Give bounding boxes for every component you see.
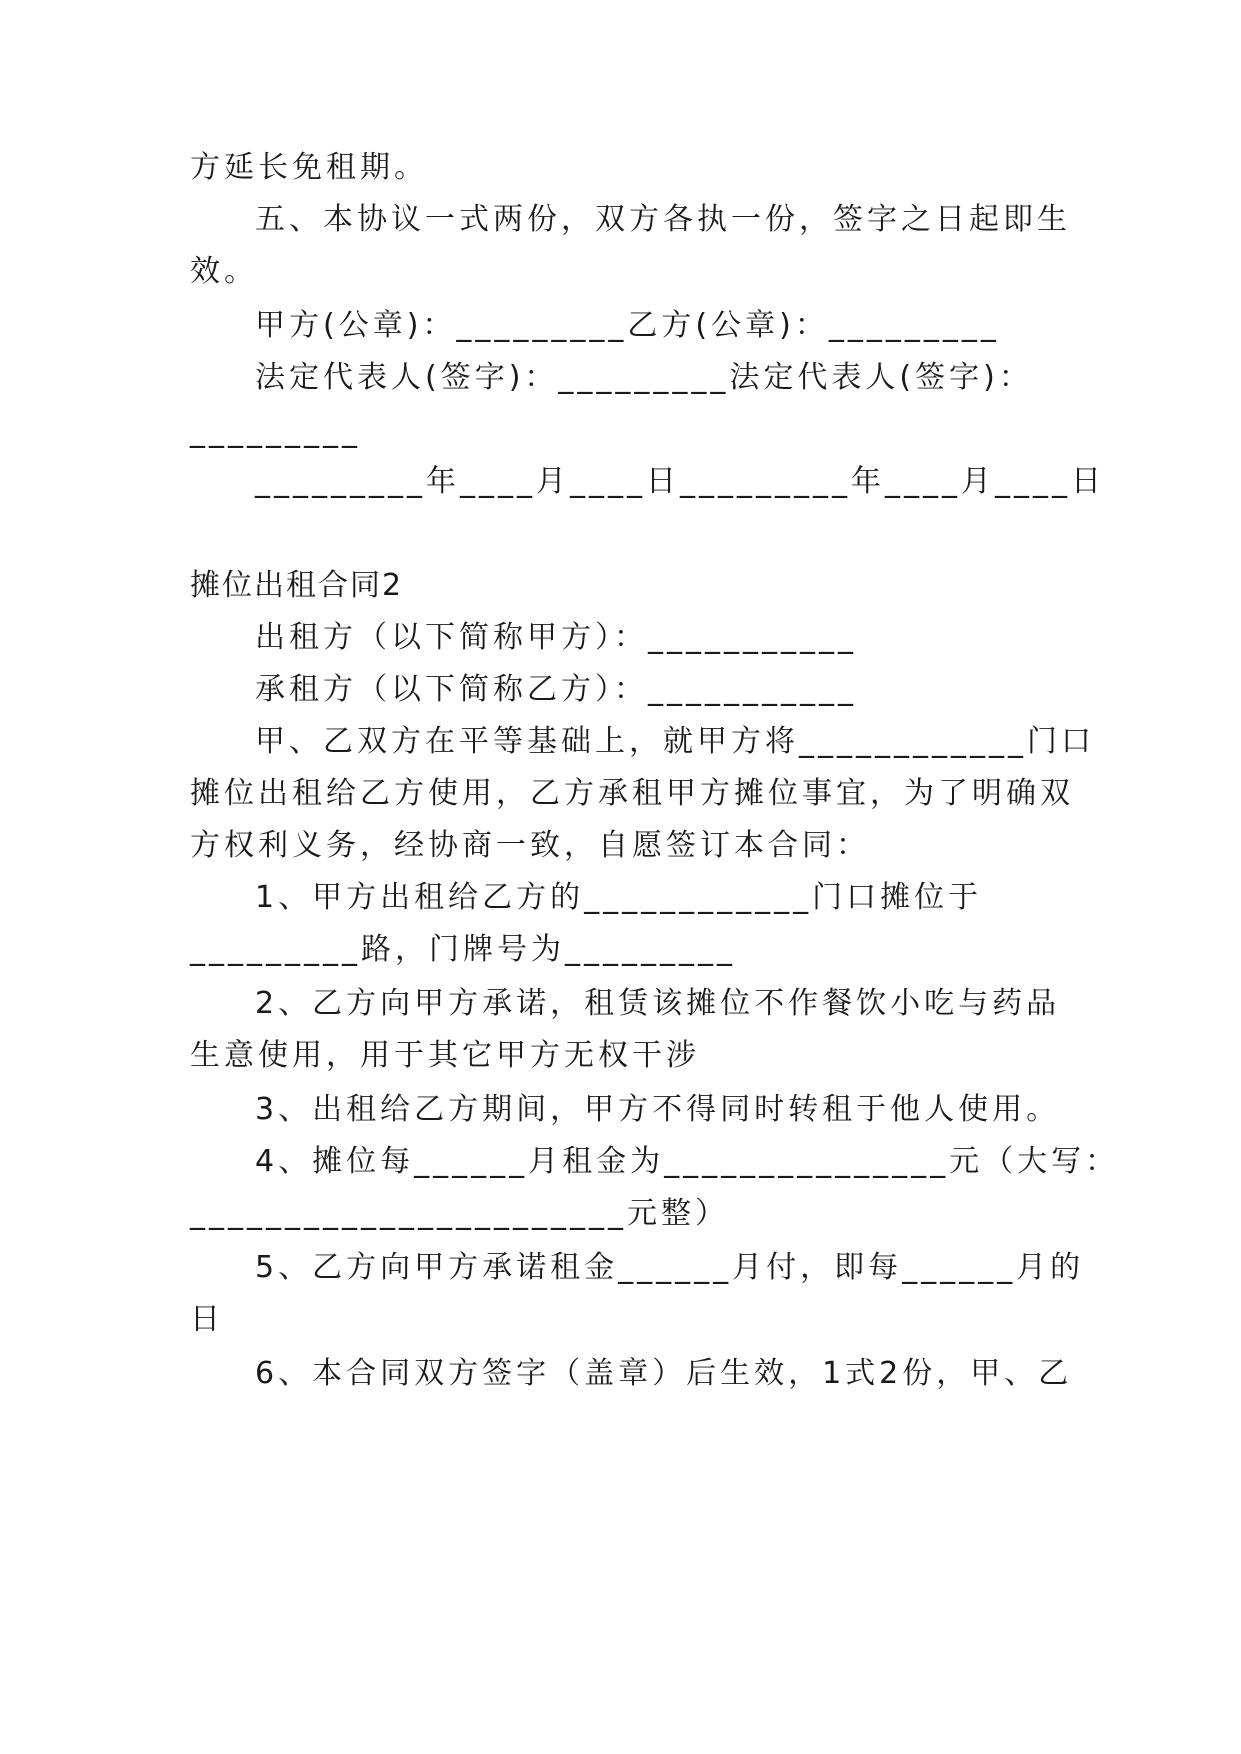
text-line: 3、出租给乙方期间，甲方不得同时转租于他人使用。	[255, 1092, 1061, 1127]
text-line: 1、甲方出租给乙方的____________门口摊位于	[255, 880, 983, 915]
text-line: 6、本合同双方签字（盖章）后生效，1式2份，甲、乙	[255, 1356, 1073, 1391]
text-line: 生意使用，用于其它甲方无权干涉	[190, 1038, 700, 1073]
text-line: _________年____月____日_________年____月____日	[255, 464, 1105, 499]
text-line: 甲、乙双方在平等基础上，就甲方将____________门口	[255, 724, 1095, 759]
text-line: 2、乙方向甲方承诺，租赁该摊位不作餐饮小吃与药品	[255, 986, 1061, 1021]
text-line: 方权利义务，经协商一致，自愿签订本合同：	[190, 828, 870, 863]
text-line: 4、摊位每______月租金为_______________元（大写：	[255, 1144, 1120, 1179]
text-line: 效。	[190, 254, 258, 289]
section-title: 摊位出租合同2	[190, 568, 404, 603]
text-line: 甲方(公章)：_________乙方(公章)：_________	[255, 308, 1000, 343]
text-line: _________路，门牌号为_________	[190, 932, 736, 967]
text-line: 方延长免租期。	[190, 150, 428, 185]
text-line: 出租方（以下简称甲方）：___________	[255, 620, 857, 655]
text-line: _________	[190, 414, 361, 449]
text-line: 日	[190, 1302, 224, 1337]
text-line: 摊位出租给乙方使用，乙方承租甲方摊位事宜，为了明确双	[190, 776, 1074, 811]
text-line: 五、本协议一式两份，双方各执一份，签字之日起即生	[255, 202, 1071, 237]
text-line: _______________________元整）	[190, 1196, 729, 1231]
text-line: 法定代表人(签字)：_________法定代表人(签字)：	[255, 360, 1033, 395]
text-line: 承租方（以下简称乙方）：___________	[255, 672, 857, 707]
text-line: 5、乙方向甲方承诺租金______月付，即每______月的	[255, 1250, 1085, 1285]
